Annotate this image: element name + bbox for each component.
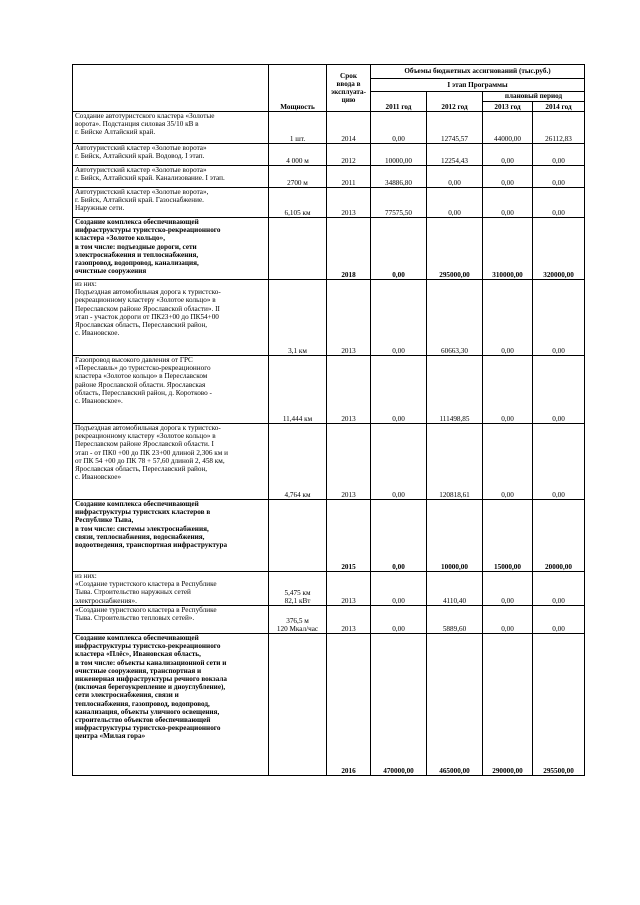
row-value-2013: 0,00	[483, 166, 533, 188]
row-name: Создание комплекса обеспечивающей инфраструктуры туристско-рекреационного кластера «Золотое кольцо», в том числе: подъездные дороги, сети электроснабжения и теплоснабжения, газопровод, водопровод, канализация, очистные сооружения	[73, 218, 269, 280]
row-term: 2013	[327, 424, 371, 500]
row-term: 2014	[327, 112, 371, 144]
row-value-2013: 290000,00	[483, 634, 533, 776]
row-value-2014: 26112,83	[533, 112, 585, 144]
row-capacity: 11,444 км	[269, 356, 327, 424]
row-term: 2013	[327, 572, 371, 606]
row-value-2011: 77575,50	[371, 188, 427, 218]
row-capacity: 376,5 м 120 Мкал/час	[269, 606, 327, 634]
row-term: 2012	[327, 144, 371, 166]
row-value-2011: 0,00	[371, 606, 427, 634]
table-row	[73, 280, 585, 356]
row-value-2011: 10000,00	[371, 144, 427, 166]
budget-table-page	[72, 64, 584, 776]
table-row	[73, 356, 585, 424]
row-capacity: 4,764 км	[269, 424, 327, 500]
row-value-2014: 0,00	[533, 188, 585, 218]
row-capacity	[269, 218, 327, 280]
header-budget: Объемы бюджетных ассигнований (тыс.руб.)	[371, 65, 585, 79]
row-value-2012: 12254,43	[427, 144, 483, 166]
table-body	[73, 112, 585, 776]
row-value-2014: 320000,00	[533, 218, 585, 280]
row-value-2011: 0,00	[371, 280, 427, 356]
header-name-cell	[73, 65, 269, 112]
row-value-2011: 0,00	[371, 218, 427, 280]
header-year-2011: 2011 год	[371, 92, 427, 112]
row-value-2012: 10000,00	[427, 500, 483, 572]
row-value-2012: 0,00	[427, 166, 483, 188]
row-name: Создание комплекса обеспечивающей инфраструктуры туристско-рекреационного кластера «Плёс», Ивановская область, в том числе: объекты канализационной сети и очистные сооружения, транспортная и инженерная инфраструктуры речного вокзала (включая берегоукрепление и дноуглубление), сети электроснабжения, связи и теплоснабжения, газопровод, водопровод, канализация, объекты уличного освещения, строительство объектов обеспечивающей инфраструктуры туристско-рекреационного центра «Милая гора»	[73, 634, 269, 776]
row-value-2012: 12745,57	[427, 112, 483, 144]
row-value-2014: 0,00	[533, 280, 585, 356]
row-value-2013: 0,00	[483, 356, 533, 424]
row-value-2011: 0,00	[371, 112, 427, 144]
row-value-2014: 0,00	[533, 424, 585, 500]
table-row	[73, 144, 585, 166]
row-value-2013: 310000,00	[483, 218, 533, 280]
row-capacity: 2700 м	[269, 166, 327, 188]
header-planned-period: плановый период	[483, 92, 585, 102]
table-row	[73, 500, 585, 572]
row-value-2012: 465000,00	[427, 634, 483, 776]
row-name: «Создание туристского кластера в Республике Тыва. Строительство тепловых сетей».	[73, 606, 269, 634]
row-term: 2013	[327, 356, 371, 424]
row-term: 2018	[327, 218, 371, 280]
row-value-2011: 0,00	[371, 356, 427, 424]
row-value-2013: 0,00	[483, 280, 533, 356]
row-value-2013: 0,00	[483, 606, 533, 634]
row-value-2012: 4110,40	[427, 572, 483, 606]
row-value-2014: 0,00	[533, 144, 585, 166]
row-capacity: 5,475 км 82,1 кВт	[269, 572, 327, 606]
row-value-2012: 0,00	[427, 188, 483, 218]
row-capacity	[269, 500, 327, 572]
header-term: Срок ввода в эксплуата- цию	[327, 65, 371, 112]
table-row	[73, 424, 585, 500]
table-row	[73, 572, 585, 606]
header-year-2014: 2014 год	[533, 102, 585, 112]
budget-table	[72, 64, 585, 776]
row-name: Создание комплекса обеспечивающей инфраструктуры туристских кластеров в Республике Тыва, в том числе: системы электроснабжения, связи, теплоснабжения, водоснабжения, водоотведения, транспортная инфраструктура	[73, 500, 269, 572]
row-value-2014: 0,00	[533, 606, 585, 634]
row-value-2013: 0,00	[483, 144, 533, 166]
row-capacity: 4 000 м	[269, 144, 327, 166]
table-row	[73, 634, 585, 776]
row-value-2012: 120818,61	[427, 424, 483, 500]
row-value-2014: 0,00	[533, 166, 585, 188]
table-row	[73, 188, 585, 218]
row-value-2011: 470000,00	[371, 634, 427, 776]
row-value-2012: 111498,85	[427, 356, 483, 424]
row-value-2013: 44000,00	[483, 112, 533, 144]
row-value-2014: 0,00	[533, 356, 585, 424]
row-value-2011: 0,00	[371, 500, 427, 572]
row-term: 2016	[327, 634, 371, 776]
row-name: Подъездная автомобильная дорога к туристско- рекреационному кластеру «Золотое кольцо» в Переславском районе Ярославской области. I этап - от ПК0 +00 до ПК 23+00 длиной 2,306 км и от ПК 54 +00 до ПК 78 + 57,60 длиной 2, 458 км, Ярославская область, Переславский район, с. Ивановское»	[73, 424, 269, 500]
row-value-2013: 0,00	[483, 572, 533, 606]
row-capacity	[269, 634, 327, 776]
row-capacity: 1 шт.	[269, 112, 327, 144]
header-stage: I этап Программы	[371, 79, 585, 92]
row-term: 2013	[327, 188, 371, 218]
row-name: Создание автотуристского кластера «Золотые ворота». Подстанция силовая 35/10 кВ в г. Бийске Алтайский край.	[73, 112, 269, 144]
row-name: Автотуристский кластер «Золотые ворота» г. Бийск, Алтайский край. Канализование. I этап.	[73, 166, 269, 188]
row-name: Газопровод высокого давления от ГРС «Переславль» до туристско-рекреационного кластера «Золотое кольцо» в Переславском районе Ярославской области. Ярославская область, Переславский район, д. Коротково - с. Ивановское».	[73, 356, 269, 424]
row-term: 2015	[327, 500, 371, 572]
row-value-2014: 20000,00	[533, 500, 585, 572]
row-value-2013: 15000,00	[483, 500, 533, 572]
row-value-2011: 34886,80	[371, 166, 427, 188]
table-row	[73, 112, 585, 144]
row-name: из них: «Создание туристского кластера в Республике Тыва. Строительство наружных сетей электроснабжения».	[73, 572, 269, 606]
row-value-2011: 0,00	[371, 572, 427, 606]
header-capacity: Мощность	[269, 65, 327, 112]
row-name: Автотуристский кластер «Золотые ворота» г. Бийск, Алтайский край. Водовод. I этап.	[73, 144, 269, 166]
row-term: 2011	[327, 166, 371, 188]
row-value-2012: 5889,60	[427, 606, 483, 634]
row-capacity: 6,105 км	[269, 188, 327, 218]
row-name: из них: Подъездная автомобильная дорога к туристско- рекреационному кластеру «Золотое кольцо» в Переславском районе Ярославской области». II этап - участок дороги от ПК23+00 до ПК54+00 Ярославская область, Переславский район, с. Ивановское.	[73, 280, 269, 356]
row-value-2011: 0,00	[371, 424, 427, 500]
table-row	[73, 218, 585, 280]
row-value-2012: 295000,00	[427, 218, 483, 280]
row-value-2013: 0,00	[483, 188, 533, 218]
row-value-2014: 295500,00	[533, 634, 585, 776]
table-row	[73, 606, 585, 634]
row-value-2012: 60663,30	[427, 280, 483, 356]
row-value-2013: 0,00	[483, 424, 533, 500]
header-year-2012: 2012 год	[427, 92, 483, 112]
header-year-2013: 2013 год	[483, 102, 533, 112]
row-value-2014: 0,00	[533, 572, 585, 606]
row-term: 2013	[327, 280, 371, 356]
table-row	[73, 166, 585, 188]
row-name: Автотуристский кластер «Золотые ворота», г. Бийск, Алтайский край. Газоснабжение. Наружные сети.	[73, 188, 269, 218]
row-term: 2013	[327, 606, 371, 634]
row-capacity: 3,1 км	[269, 280, 327, 356]
